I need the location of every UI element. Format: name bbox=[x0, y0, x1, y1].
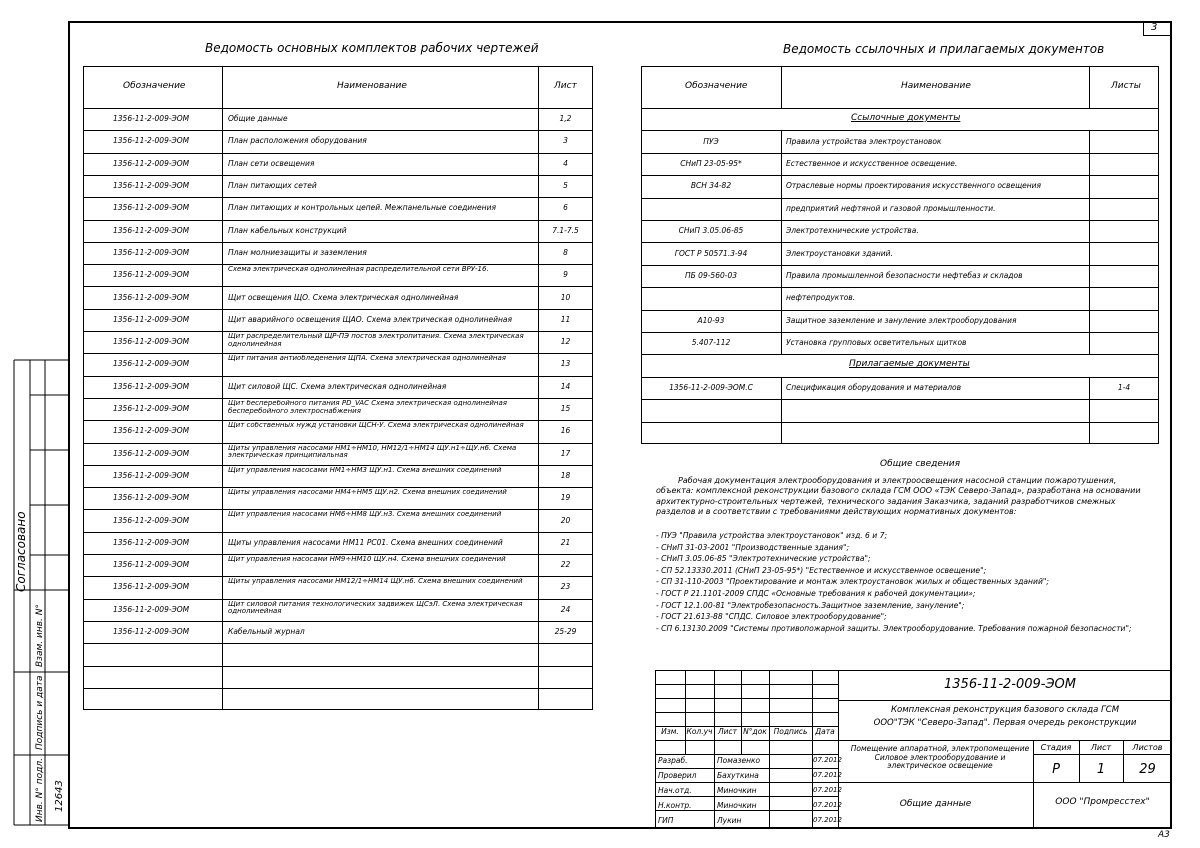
right-table-header-rule bbox=[641, 108, 1159, 109]
table-row bbox=[83, 599, 593, 621]
row-code: 1356-11-2-009-ЭОМ bbox=[113, 560, 190, 570]
row-name: Щит собственных нужд установки ЩСН-У. Схема электрическая однолинейная bbox=[228, 422, 524, 430]
row-name: План расположения оборудования bbox=[228, 136, 367, 146]
row-sheets: 1-4 bbox=[1117, 382, 1131, 392]
row-code: 1356-11-2-009-ЭОМ bbox=[113, 627, 190, 637]
stamp-grid-rule bbox=[655, 754, 838, 755]
table-row bbox=[641, 198, 1159, 220]
stamp-company: ООО "Промресстех" bbox=[1055, 797, 1150, 807]
row-code: 1356-11-2-009-ЭОМ bbox=[113, 537, 190, 547]
table-row bbox=[641, 220, 1159, 242]
left-col-header-code: Обозначение bbox=[123, 81, 186, 91]
row-code: 1356-11-2-009-ЭОМ bbox=[113, 136, 190, 146]
row-code: 1356-11-2-009-ЭОМ bbox=[113, 314, 190, 324]
row-sheet: 6 bbox=[563, 203, 568, 213]
table-row bbox=[83, 420, 593, 442]
row-code: 1356-11-2-009-ЭОМ bbox=[113, 448, 190, 458]
row-code: 1356-11-2-009-ЭОМ bbox=[113, 381, 190, 391]
row-name: Щиты управления насосами НМ12/1÷НМ14 ЩУ.н6. Схема внешних соединений bbox=[228, 578, 523, 586]
stamp-grid-rule bbox=[714, 670, 715, 754]
table-row bbox=[641, 310, 1159, 332]
row-code: 1356-11-2-009-ЭОМ bbox=[113, 493, 190, 503]
row-code: А10-93 bbox=[697, 315, 725, 325]
agreed-label: Согласовано bbox=[14, 511, 28, 592]
row-code: 1356-11-2-009-ЭОМ bbox=[113, 470, 190, 480]
stamp-object-name: Помещение аппаратной, электропомещение Силовое электрооборудование и электрическое освещение bbox=[850, 745, 1030, 771]
stamp-grid-rule bbox=[655, 768, 838, 769]
stamp-date: 07.2012 bbox=[813, 756, 842, 764]
row-name: Установка групповых осветительных щитков bbox=[786, 338, 967, 348]
row-sheet: 21 bbox=[560, 537, 571, 547]
row-code: 5.407-112 bbox=[691, 338, 731, 348]
row-name: Щит управления насосами НМ6÷НМ8 ЩУ.н3. Схема внешних соединений bbox=[228, 511, 502, 519]
stamp-grid-rule bbox=[769, 754, 770, 829]
row-name: Щит управления насосами НМ1÷НМ3 ЩУ.н1. Схема внешних соединений bbox=[228, 466, 502, 474]
row-name: Общие данные bbox=[228, 114, 288, 124]
row-sheet: 7.1-7.5 bbox=[552, 225, 579, 235]
row-name: Электроустановки зданий. bbox=[786, 248, 893, 258]
row-sheet: 8 bbox=[563, 247, 568, 257]
signature-date-label: Подпись и дата bbox=[35, 675, 45, 750]
table-row bbox=[83, 487, 593, 509]
stamp-date: 07.2012 bbox=[813, 771, 842, 779]
left-table-row-rule bbox=[83, 666, 593, 667]
left-table-row-rule bbox=[83, 688, 593, 689]
general-list-item: - СП 31-110-2003 "Проектирование и монтаж электроустановок жилых и общественных зданий"; bbox=[656, 577, 1049, 587]
row-sheet: 13 bbox=[560, 359, 571, 369]
table-row bbox=[641, 377, 1159, 399]
row-sheet: 1,2 bbox=[559, 114, 572, 124]
table-row bbox=[83, 197, 593, 219]
stamp-role: ГИП bbox=[658, 816, 674, 825]
stamp-grid-rule bbox=[769, 670, 770, 754]
row-name: План сети освещения bbox=[228, 158, 315, 168]
table-row bbox=[641, 130, 1159, 152]
right-col-header-sheets: Листы bbox=[1111, 81, 1141, 91]
stamp-grid-rule bbox=[655, 712, 838, 713]
row-sheet: 19 bbox=[560, 493, 571, 503]
table-row bbox=[83, 621, 593, 643]
row-code: ГОСТ Р 50571.3-94 bbox=[674, 248, 748, 258]
row-code: 1356-11-2-009-ЭОМ bbox=[113, 515, 190, 525]
rule-line bbox=[1089, 422, 1090, 444]
stamp-stage: Р bbox=[1052, 762, 1060, 777]
table-row bbox=[83, 443, 593, 465]
table-row bbox=[83, 576, 593, 598]
table-row bbox=[641, 242, 1159, 264]
row-name: Щиты управления насосами НМ11 РС01. Схема внешних соединений bbox=[228, 537, 503, 547]
left-col-header-sheet: Лист bbox=[554, 81, 577, 91]
stamp-stage-label: Стадия bbox=[1040, 743, 1072, 752]
side-stamp bbox=[0, 0, 70, 848]
table-row bbox=[83, 220, 593, 242]
general-list-item: - ГОСТ 21.613-88 "СПДС. Силовое электрооборудование"; bbox=[656, 612, 887, 622]
stamp-role: Н.контр. bbox=[658, 801, 692, 810]
table-row bbox=[83, 309, 593, 331]
row-name: Щит управления насосами НМ9÷НМ10 ЩУ.н4. Схема внешних соединений bbox=[228, 556, 506, 563]
rule-line bbox=[781, 66, 782, 108]
stamp-date: 07.2012 bbox=[813, 801, 842, 809]
page-number-box bbox=[1143, 21, 1172, 36]
row-code: 1356-11-2-009-ЭОМ bbox=[113, 292, 190, 302]
row-sheet: 3 bbox=[563, 136, 568, 146]
stamp-date: 07.2012 bbox=[813, 786, 842, 794]
stamp-role: Нач.отд. bbox=[658, 786, 692, 795]
row-sheet: 5 bbox=[563, 181, 568, 191]
row-code: 1356-11-2-009-ЭОМ bbox=[113, 181, 190, 191]
stamp-rule bbox=[1033, 740, 1034, 829]
row-code: 1356-11-2-009-ЭОМ.С bbox=[669, 382, 753, 392]
row-name: Щит питания антиобледенения ЩПА. Схема электрическая однолинейная bbox=[228, 355, 507, 363]
stamp-grid-rule bbox=[685, 670, 686, 754]
general-paragraph: Рабочая документация электрооборудования и электроосвещения насосной станции пожаротушения, объекта: комплексной реконструкции базового склада ГСМ ООО «ТЭК Северо-Запад», разработана на основании архитектурно-строительных чертежей, технического задания Заказчика, заданий разработчиков смежных разделов и в соответствии с требованиями действующих нормативных документов: bbox=[656, 476, 1141, 517]
row-sheet: 4 bbox=[563, 158, 568, 168]
row-code: 1356-11-2-009-ЭОМ bbox=[113, 225, 190, 235]
rule-line bbox=[1089, 399, 1090, 421]
row-sheet: 15 bbox=[560, 404, 571, 414]
row-sheet: 22 bbox=[560, 560, 571, 570]
row-sheet: 20 bbox=[560, 515, 571, 525]
stamp-person-name: Лукин bbox=[717, 816, 742, 825]
stamp-col-header: Лист bbox=[717, 727, 737, 736]
stamp-person-name: Бахуткина bbox=[717, 771, 759, 780]
stamp-sheet-label: Лист bbox=[1090, 743, 1112, 752]
row-name: Щит распределительный ЩР-ПЭ постов электропитания. Схема электрическая однолинейная bbox=[228, 333, 524, 348]
right-table-row-rule bbox=[641, 354, 1159, 355]
table-row bbox=[83, 175, 593, 197]
format-label: A3 bbox=[1158, 830, 1170, 840]
general-list-item: - СНиП 31-03-2001 "Производственные здания"; bbox=[656, 542, 850, 552]
row-sheet: 17 bbox=[560, 448, 571, 458]
row-code: ВСН 34-82 bbox=[690, 181, 732, 191]
section-attached-docs: Прилагаемые документы bbox=[849, 359, 970, 370]
stamp-rule bbox=[838, 700, 1172, 701]
stamp-sheets-label: Листов bbox=[1132, 743, 1163, 752]
right-table-title: Ведомость ссылочных и прилагаемых документов bbox=[783, 42, 1105, 56]
row-code: 1356-11-2-009-ЭОМ bbox=[113, 114, 190, 124]
stamp-col-header: N°док bbox=[743, 727, 767, 736]
row-name: Щит силовой питания технологических задвижек ЩСэЛ. Схема электрическая однолинейная bbox=[228, 600, 523, 616]
row-code: 1356-11-2-009-ЭОМ bbox=[113, 359, 190, 369]
rule-line bbox=[781, 399, 782, 421]
row-name: Правила устройства электроустановок bbox=[786, 136, 942, 146]
row-code: 1356-11-2-009-ЭОМ bbox=[113, 158, 190, 168]
row-code: ПБ 09-560-03 bbox=[685, 270, 737, 280]
table-row bbox=[83, 465, 593, 487]
table-row bbox=[641, 265, 1159, 287]
table-row bbox=[83, 130, 593, 152]
row-code: 1356-11-2-009-ЭОМ bbox=[113, 426, 190, 436]
stamp-col-header: Кол.уч bbox=[686, 727, 713, 736]
table-row bbox=[83, 509, 593, 531]
table-row bbox=[641, 287, 1159, 309]
stamp-role: Разраб. bbox=[658, 756, 688, 765]
stamp-col-header: Дата bbox=[815, 727, 835, 736]
table-row bbox=[83, 108, 593, 130]
table-row bbox=[83, 532, 593, 554]
row-sheet: 16 bbox=[560, 426, 571, 436]
stamp-role: Проверил bbox=[658, 771, 697, 780]
stamp-grid-rule bbox=[655, 782, 838, 783]
row-sheet: 18 bbox=[560, 470, 571, 480]
row-sheet: 11 bbox=[560, 314, 571, 324]
row-code: 1356-11-2-009-ЭОМ bbox=[113, 582, 190, 592]
section-referenced-docs: Ссылочные документы bbox=[851, 113, 961, 123]
row-sheet: 23 bbox=[560, 582, 571, 592]
stamp-person-name: Миночкин bbox=[717, 786, 757, 795]
general-list-item: - ПУЭ "Правила устройства электроустановок" изд. 6 и 7; bbox=[656, 531, 888, 540]
table-row bbox=[83, 153, 593, 175]
row-name: План питающих сетей bbox=[228, 181, 317, 191]
row-sheet: 24 bbox=[560, 604, 571, 614]
row-name: План питающих и контрольных цепей. Межпанельные соединения bbox=[228, 203, 496, 213]
table-row bbox=[83, 353, 593, 375]
row-sheet: 10 bbox=[560, 292, 571, 302]
row-name: Щит аварийного освещения ЩАО. Схема электрическая однолинейная bbox=[228, 314, 512, 324]
table-row bbox=[641, 332, 1159, 354]
row-name: Схема электрическая однолинейная распределительной сети ВРУ-16. bbox=[228, 266, 489, 274]
table-row bbox=[641, 175, 1159, 197]
table-row bbox=[83, 331, 593, 353]
stamp-sheet: 1 bbox=[1096, 762, 1106, 777]
table-row bbox=[83, 242, 593, 264]
row-name: Защитное заземление и зануление электрооборудования bbox=[786, 315, 1017, 325]
row-name: Кабельный журнал bbox=[228, 627, 305, 637]
table-row bbox=[83, 264, 593, 286]
table-row bbox=[83, 376, 593, 398]
stamp-grid-rule bbox=[812, 670, 813, 754]
stamp-date: 07.2012 bbox=[813, 816, 842, 824]
general-list-item: - СНиП 3.05.06-85 "Электротехнические устройства"; bbox=[656, 554, 871, 564]
stamp-rule bbox=[1033, 754, 1172, 755]
stamp-person-name: Помазенко bbox=[717, 756, 761, 765]
stamp-grid-rule bbox=[655, 684, 838, 685]
row-name: Естественное и искусственное освещение. bbox=[786, 158, 958, 168]
row-code: ПУЭ bbox=[703, 136, 719, 146]
table-row bbox=[83, 286, 593, 308]
row-name: Щиты управления насосами НМ1÷НМ10, НМ12/1÷НМ14 ЩУ.н1÷ЩУ.н6. Схема электрическая принципиальная bbox=[228, 444, 517, 460]
table-row bbox=[83, 398, 593, 420]
general-title: Общие сведения bbox=[880, 459, 961, 469]
stamp-col-header: Изм. bbox=[661, 727, 679, 736]
right-table-row-rule bbox=[641, 422, 1159, 423]
stamp-document-code: 1356-11-2-009-ЭОМ bbox=[944, 677, 1076, 692]
row-code: 1356-11-2-009-ЭОМ bbox=[113, 404, 190, 414]
stamp-project-name: Комплексная реконструкция базового склада ГСМ bbox=[890, 705, 1120, 715]
row-name: Щит освещения ЩО. Схема электрическая однолинейная bbox=[228, 292, 459, 302]
stamp-sheets-total: 29 bbox=[1139, 762, 1156, 777]
row-name: План кабельных конструкций bbox=[228, 225, 347, 235]
table-row bbox=[83, 554, 593, 576]
stamp-rule bbox=[838, 782, 1172, 783]
left-col-header-name: Наименование bbox=[337, 81, 407, 91]
row-code: 1356-11-2-009-ЭОМ bbox=[113, 247, 190, 257]
row-name: нефтепродуктов. bbox=[786, 293, 856, 303]
stamp-rule bbox=[838, 740, 1172, 741]
row-code: 1356-11-2-009-ЭОМ bbox=[113, 337, 190, 347]
stamp-grid-rule bbox=[655, 740, 838, 741]
stamp-grid-rule bbox=[655, 796, 838, 797]
stamp-grid-rule bbox=[714, 754, 715, 829]
left-table-title: Ведомость основных комплектов рабочих чертежей bbox=[205, 41, 539, 55]
general-list-item: - СП 52.13330.2011 (СНиП 23-05-95*) "Естественное и искусственное освещение"; bbox=[656, 565, 987, 575]
row-name: Щит бесперебойного питания PD_VAC Схема электрическая однолинейная бесперебойного электроснабжения bbox=[228, 399, 508, 415]
row-name: Щиты управления насосами НМ4÷НМ5 ЩУ.н2. Схема внешних соединений bbox=[228, 489, 507, 497]
page-number: 3 bbox=[1151, 22, 1158, 33]
row-name: Отраслевые нормы проектирования искусственного освещения bbox=[786, 181, 1042, 191]
stamp-person-name: Миночкин bbox=[717, 801, 757, 810]
rule-line bbox=[781, 422, 782, 444]
replaced-inv-label: Взам. инв. N° bbox=[35, 604, 45, 667]
left-table-row-rule bbox=[83, 643, 593, 644]
right-col-header-code: Обозначение bbox=[685, 81, 748, 91]
stamp-grid-rule bbox=[655, 810, 838, 811]
inventory-label: Инв. N° подл. bbox=[35, 758, 45, 822]
table-row bbox=[641, 153, 1159, 175]
right-col-header-name: Наименование bbox=[901, 81, 971, 91]
stamp-col-header: Подпись bbox=[773, 727, 808, 736]
row-sheet: 9 bbox=[563, 270, 568, 280]
general-list-item: - СП 6.13130.2009 "Системы противопожарной защиты. Электрооборудование. Требования пожарной безопасности"; bbox=[656, 623, 1132, 633]
stamp-project-line2: ООО"ТЭК "Северо-Запад". Первая очередь реконструкции bbox=[873, 718, 1137, 728]
row-code: СНиП 23-05-95* bbox=[680, 158, 742, 168]
row-sheet: 14 bbox=[560, 381, 571, 391]
row-sheet: 12 bbox=[560, 337, 571, 347]
row-code: 1356-11-2-009-ЭОМ bbox=[113, 203, 190, 213]
rule-line bbox=[1089, 66, 1090, 108]
general-list-item: - ГОСТ 12.1.00-81 "Электробезопасность.Защитное заземление, зануление"; bbox=[656, 600, 965, 610]
row-code: 1356-11-2-009-ЭОМ bbox=[113, 604, 190, 614]
row-name: Правила промышленной безопасности нефтебаз и складов bbox=[786, 270, 1023, 280]
right-table-row-rule bbox=[641, 399, 1159, 400]
row-sheet: 25-29 bbox=[554, 627, 577, 637]
stamp-grid-rule bbox=[741, 670, 742, 754]
row-name: Электротехнические устройства. bbox=[786, 226, 919, 236]
row-code: 1356-11-2-009-ЭОМ bbox=[113, 270, 190, 280]
row-name: Спецификация оборудования и материалов bbox=[786, 382, 962, 392]
stamp-grid-rule bbox=[655, 698, 838, 699]
row-name: План молниезащиты и заземления bbox=[228, 247, 367, 257]
row-name: предприятий нефтяной и газовой промышленности. bbox=[786, 203, 996, 213]
general-list-item: - ГОСТ Р 21.1101-2009 СПДС «Основные требования к рабочей документации»; bbox=[656, 589, 976, 598]
row-name: Щит силовой ЩС. Схема электрическая однолинейная bbox=[228, 381, 447, 391]
row-code: СНиП 3.05.06-85 bbox=[678, 226, 744, 236]
inventory-number: 12643 bbox=[54, 780, 65, 812]
stamp-drawing-title: Общие данные bbox=[899, 799, 972, 809]
